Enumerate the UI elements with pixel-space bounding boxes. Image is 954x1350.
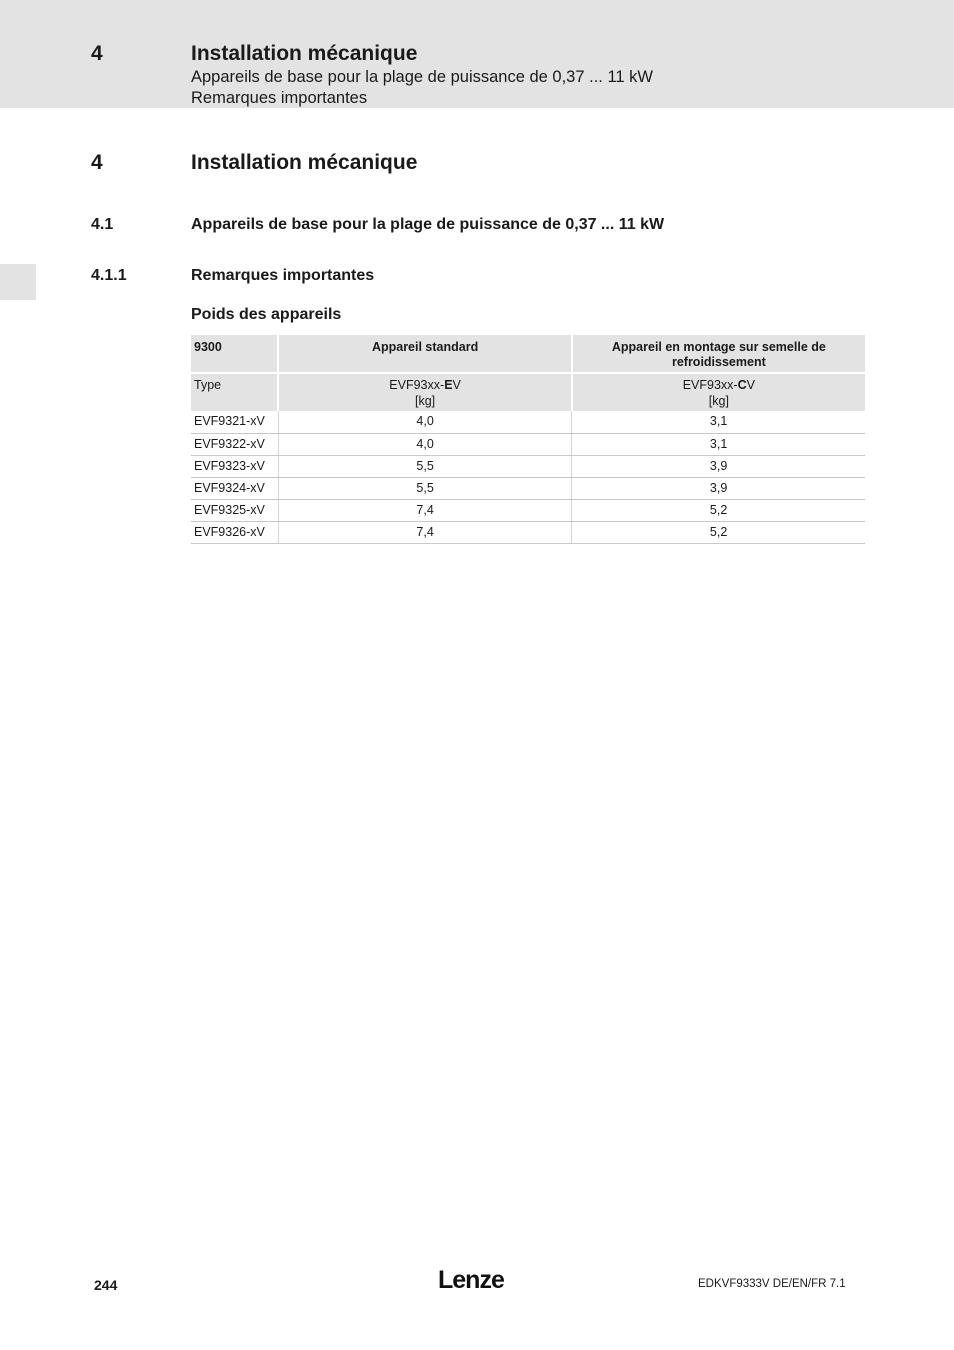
header-subtitle-1: Appareils de base pour la plage de puissance de 0,37 ... 11 kW — [191, 68, 653, 86]
type-cold-plate — [572, 373, 865, 411]
type-cold-plate-prefix: EVF93xx- — [682, 378, 738, 392]
cell-weight-standard: 4,0 — [278, 433, 571, 455]
header-chapter-title: Installation mécanique — [191, 42, 418, 65]
cell-model: EVF9323-xV — [191, 455, 278, 477]
document-id: EDKVF9333V DE/EN/FR 7.1 — [698, 1278, 846, 1290]
cell-weight-standard: 5,5 — [278, 477, 571, 499]
table-row — [191, 433, 865, 455]
table-header-row — [191, 335, 865, 373]
cell-weight-standard: 5,5 — [278, 455, 571, 477]
type-standard — [278, 373, 571, 411]
section-title: Installation mécanique — [191, 151, 418, 174]
cell-model: EVF9321-xV — [191, 411, 278, 433]
subsubsection-number: 4.1.1 — [91, 267, 127, 284]
cell-weight-standard: 4,0 — [278, 411, 571, 433]
lenze-logo: Lenze — [438, 1266, 504, 1294]
type-standard-prefix: EVF93xx- — [389, 378, 445, 392]
cell-weight-cold-plate: 3,1 — [572, 411, 865, 433]
cell-model: EVF9325-xV — [191, 499, 278, 521]
weights-table — [191, 335, 865, 544]
cell-weight-standard: 7,4 — [278, 521, 571, 543]
subsection-number: 4.1 — [91, 216, 114, 233]
type-cold-plate-suffix: V — [746, 378, 755, 392]
type-standard-variant: E — [444, 378, 453, 392]
subsubsection-title: Remarques importantes — [191, 267, 375, 284]
header-cell-standard: Appareil standard — [278, 335, 571, 373]
table-title: Poids des appareils — [191, 306, 342, 323]
table-row — [191, 411, 865, 433]
table-type-row — [191, 373, 865, 411]
cell-model: EVF9322-xV — [191, 433, 278, 455]
type-cold-plate-unit: [kg] — [708, 394, 729, 408]
header-cell-cold-plate: Appareil en montage sur semelle de refroidissement — [572, 335, 865, 373]
cell-model: EVF9324-xV — [191, 477, 278, 499]
cell-weight-cold-plate: 5,2 — [572, 521, 865, 543]
cell-weight-cold-plate: 5,2 — [572, 499, 865, 521]
type-cold-plate-variant: C — [737, 378, 747, 392]
type-label: Type — [191, 373, 278, 411]
chapter-side-tab — [0, 264, 36, 300]
header-chapter-number: 4 — [91, 42, 103, 65]
header-subtitle-2: Remarques importantes — [191, 89, 368, 107]
table-row — [191, 477, 865, 499]
cell-weight-cold-plate: 3,1 — [572, 433, 865, 455]
header-cell-series: 9300 — [191, 335, 278, 373]
cell-weight-standard: 7,4 — [278, 499, 571, 521]
cell-weight-cold-plate: 3,9 — [572, 455, 865, 477]
page-number: 244 — [94, 1277, 118, 1293]
type-standard-suffix: V — [452, 378, 461, 392]
section-number: 4 — [91, 151, 103, 174]
table-row — [191, 499, 865, 521]
table-row — [191, 521, 865, 543]
table-row — [191, 455, 865, 477]
cell-weight-cold-plate: 3,9 — [572, 477, 865, 499]
type-standard-unit: [kg] — [415, 394, 436, 408]
subsection-title: Appareils de base pour la plage de puissance de 0,37 ... 11 kW — [191, 216, 665, 233]
cell-model: EVF9326-xV — [191, 521, 278, 543]
running-header — [0, 0, 954, 108]
